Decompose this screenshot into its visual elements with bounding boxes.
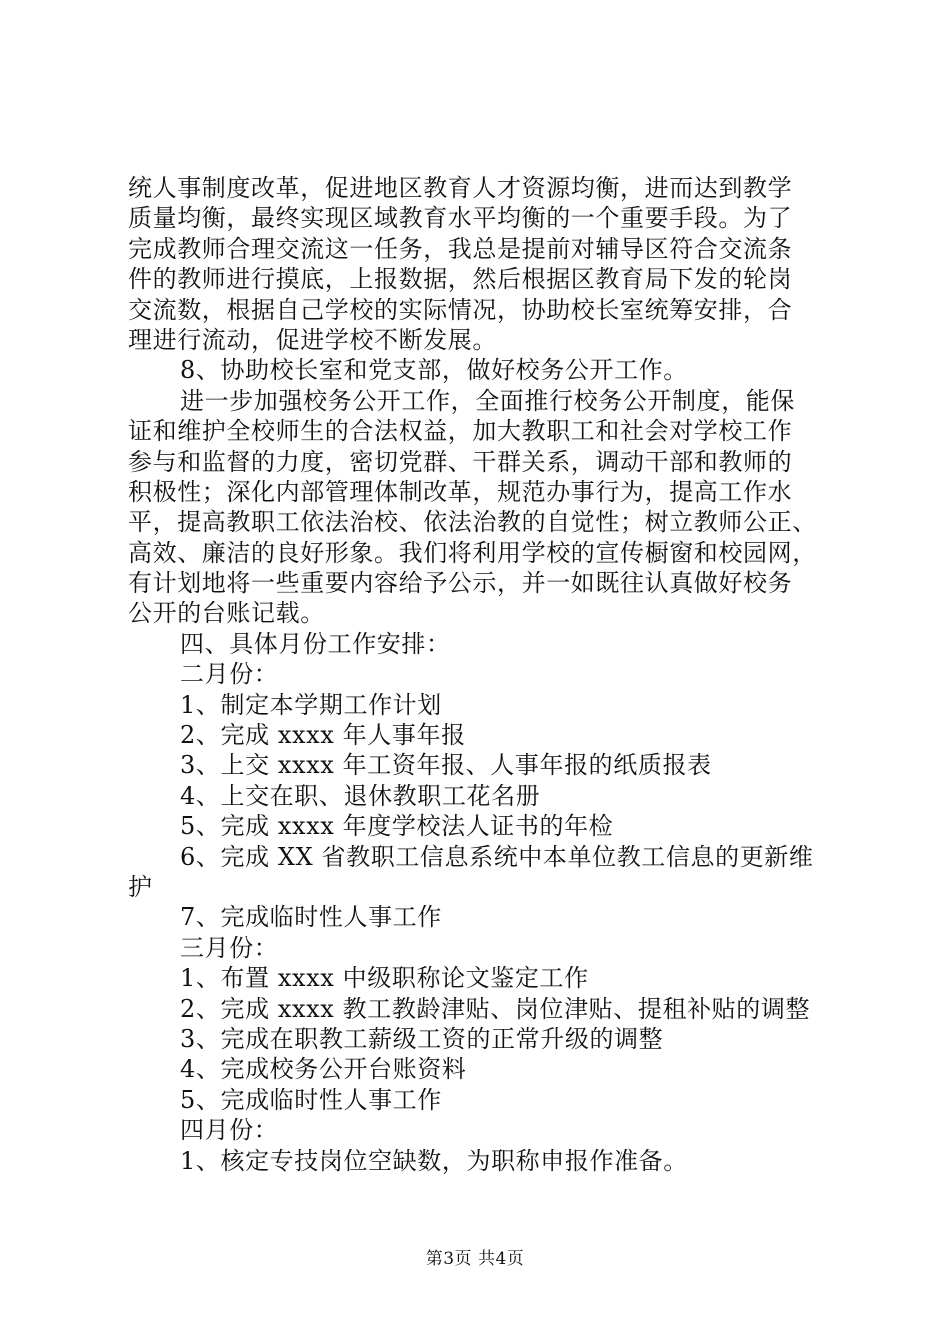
text-line: 6、完成 XX 省教职工信息系统中本单位教工信息的更新维 — [180, 842, 814, 871]
text-line: 件的教师进行摸底，上报数据，然后根据区教育局下发的轮岗 — [128, 265, 793, 294]
text-line: 2、完成 xxxx 年人事年报 — [180, 721, 466, 750]
text-line: 1、布置 xxxx 中级职称论文鉴定工作 — [180, 964, 589, 993]
text-line: 质量均衡，最终实现区域教育水平均衡的一个重要手段。为了 — [128, 204, 793, 233]
text-line: 8、协助校长室和党支部，做好校务公开工作。 — [180, 356, 688, 385]
text-line: 平，提高教职工依法治校、依法治教的自觉性；树立教师公正、 — [128, 508, 817, 537]
text-line: 2、完成 xxxx 教工教龄津贴、岗位津贴、提租补贴的调整 — [180, 994, 811, 1023]
document-body — [128, 173, 838, 1176]
text-line: 交流数，根据自己学校的实际情况，协助校长室统筹安排，合 — [128, 295, 793, 324]
text-line: 公开的台账记载。 — [128, 599, 325, 628]
text-line: 5、完成 xxxx 年度学校法人证书的年检 — [180, 812, 614, 841]
text-line: 高效、廉洁的良好形象。我们将利用学校的宣传橱窗和校园网， — [128, 538, 817, 567]
text-line: 进一步加强校务公开工作，全面推行校务公开制度，能保 — [180, 386, 795, 415]
text-line: 护 — [128, 872, 153, 901]
text-line: 4、上交在职、退休教职工花名册 — [180, 781, 541, 810]
text-line: 1、核定专技岗位空缺数，为职称申报作准备。 — [180, 1146, 688, 1175]
text-line: 三月份： — [180, 933, 279, 962]
text-line: 理进行流动，促进学校不断发展。 — [128, 325, 497, 354]
text-line: 3、完成在职教工薪级工资的正常升级的调整 — [180, 1024, 664, 1053]
text-line: 四月份： — [180, 1116, 279, 1145]
text-line: 1、制定本学期工作计划 — [180, 690, 442, 719]
text-line: 7、完成临时性人事工作 — [180, 903, 442, 932]
text-line: 参与和监督的力度，密切党群、干群关系，调动干部和教师的 — [128, 447, 793, 476]
text-line: 二月份： — [180, 660, 279, 689]
text-line: 3、上交 xxxx 年工资年报、人事年报的纸质报表 — [180, 751, 712, 780]
text-line: 有计划地将一些重要内容给予公示，并一如既往认真做好校务 — [128, 569, 793, 598]
text-line: 四、具体月份工作安排： — [180, 629, 451, 658]
text-line: 完成教师合理交流这一任务，我总是提前对辅导区符合交流条 — [128, 234, 793, 263]
text-line: 积极性；深化内部管理体制改革，规范办事行为，提高工作水 — [128, 477, 793, 506]
text-line: 5、完成临时性人事工作 — [180, 1085, 442, 1114]
page-footer: 第3页 共4页 — [425, 1249, 525, 1269]
text-line: 统人事制度改革，促进地区教育人才资源均衡，进而达到教学 — [128, 174, 793, 202]
text-line: 4、完成校务公开台账资料 — [180, 1055, 467, 1084]
text-line: 证和维护全校师生的合法权益，加大教职工和社会对学校工作 — [128, 417, 793, 446]
